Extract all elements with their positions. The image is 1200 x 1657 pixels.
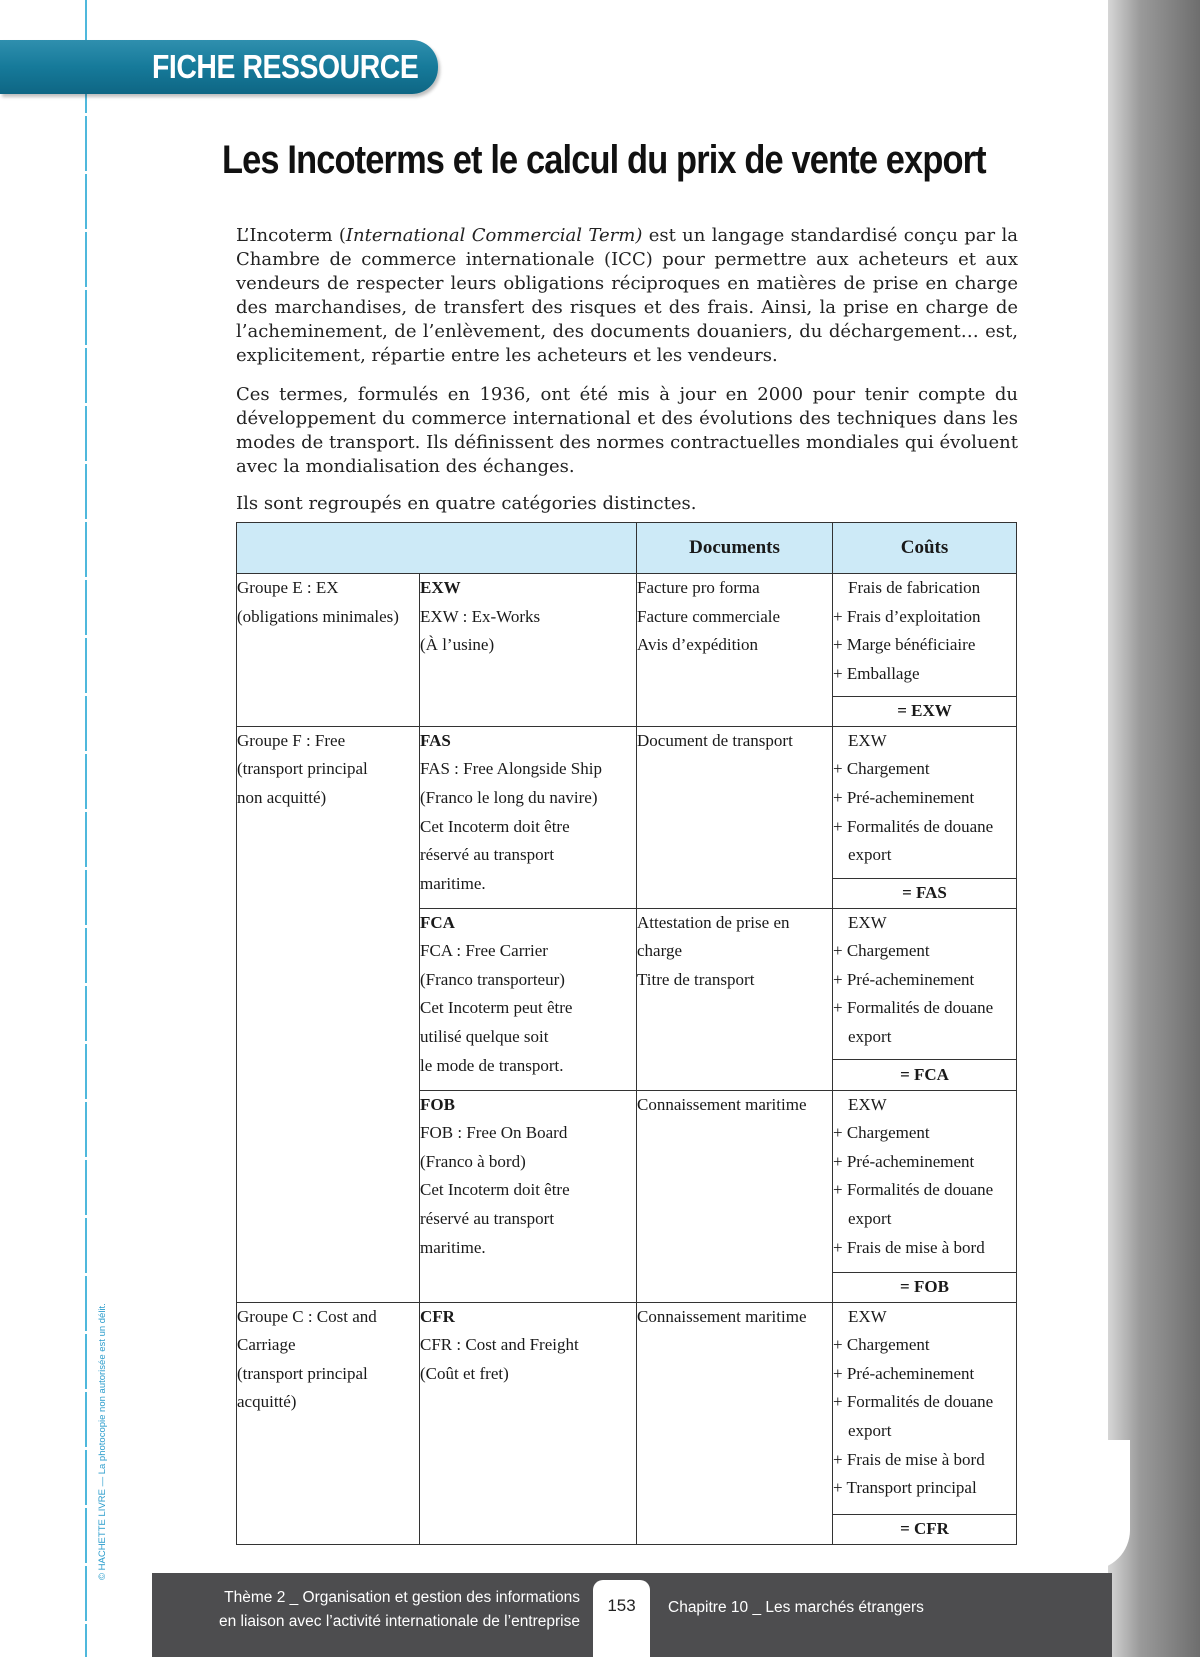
- fas-desc-line: FAS : Free Alongside Ship: [420, 759, 602, 779]
- fca-desc-line: FCA : Free Carrier: [420, 941, 548, 961]
- fca-doc: Titre de transport: [637, 969, 755, 989]
- exw-doc: Facture pro forma: [637, 577, 760, 597]
- left-margin-rule-breaks: [85, 0, 87, 1657]
- fas-cost-item: + Chargement: [833, 759, 930, 779]
- footer-chapter: Chapitre 10 _ Les marchés étrangers: [668, 1599, 924, 1616]
- page-edge-shadow: [1108, 0, 1200, 1657]
- header-empty: [237, 523, 637, 574]
- cfr-cost-item-cont: export: [848, 1421, 892, 1441]
- page-title: Les Incoterms et le calcul du prix de vente export: [222, 138, 986, 182]
- cfr-cost-item: + Chargement: [833, 1335, 930, 1355]
- group-e-cell: [237, 573, 420, 726]
- fas-doc: Document de transport: [637, 730, 793, 750]
- cfr-cost-item: + Pré-acheminement: [833, 1363, 975, 1383]
- exw-cost-item: + Emballage: [833, 663, 920, 683]
- fob-costs-cell: [833, 1090, 1017, 1272]
- cfr-cost-item: + Formalités de douane: [833, 1392, 994, 1412]
- exw-docs-cell: [637, 573, 833, 726]
- footer-theme: [160, 1586, 580, 1634]
- fca-doc: Attestation de prise en: [637, 912, 790, 932]
- fas-cost-item-cont: export: [848, 845, 892, 865]
- group-e-desc: (obligations minimales): [237, 606, 399, 626]
- footer-theme-line: Thème 2 _ Organisation et gestion des informations: [224, 1589, 580, 1606]
- fas-term-cell: [420, 726, 637, 908]
- cfr-desc-line: CFR : Cost and Freight: [420, 1335, 579, 1355]
- fob-docs-cell: [637, 1090, 833, 1302]
- table-row-cfr: [237, 1302, 1017, 1514]
- fob-cost-item: + Frais de mise à bord: [833, 1237, 985, 1257]
- group-c-desc: acquitté): [237, 1392, 297, 1412]
- table-row-fas: [237, 726, 1017, 878]
- exw-term-cell: [420, 573, 637, 726]
- exw-total: = EXW: [833, 696, 1017, 726]
- fas-desc-line: (Franco le long du navire): [420, 787, 598, 807]
- group-f-desc: non acquitté): [237, 787, 327, 807]
- fob-cost-base: EXW: [848, 1094, 887, 1114]
- cfr-total: = CFR: [833, 1514, 1017, 1544]
- fca-desc-line: Cet Incoterm peut être: [420, 998, 573, 1018]
- cfr-code: CFR: [420, 1306, 455, 1326]
- fob-desc-line: réservé au transport: [420, 1208, 555, 1228]
- intro-text-rest: est un langage standardisé conçu par la Chambre de commerce internationale (ICC) pour permettre aux acheteurs et aux vendeurs de respecter leurs obligations réciproques en matières de prise en charge des marchandises, de transfert des risques et des frais. Ainsi, la prise en charge de l’acheminement, de l’enlèvement, des documents douaniers, du déchargement… est, explicitement, répartie entre les acheteurs et les vendeurs.: [236, 225, 1018, 366]
- fob-total: = FOB: [833, 1272, 1017, 1302]
- banner-label: FICHE RESSOURCE: [152, 48, 419, 85]
- incoterms-table: [236, 522, 1017, 1545]
- fca-costs-cell: [833, 908, 1017, 1060]
- cfr-term-cell: [420, 1302, 637, 1544]
- group-f-desc: (transport principal: [237, 759, 368, 779]
- table-row-exw: [237, 573, 1017, 696]
- copyright-notice: © HACHETTE LIVRE — La photocopie non autorisée est un délit.: [97, 1303, 108, 1580]
- fas-cost-base: EXW: [848, 730, 887, 750]
- fca-cost-item: + Chargement: [833, 941, 930, 961]
- intro-text-start: L’Incoterm (: [236, 225, 346, 246]
- cfr-desc-line: (Coût et fret): [420, 1363, 509, 1383]
- fca-code: FCA: [420, 912, 455, 932]
- group-e-name: Groupe E : EX: [237, 577, 339, 597]
- intro-paragraph: [236, 224, 1018, 368]
- fas-costs-cell: [833, 726, 1017, 878]
- footer-theme-line: en liaison avec l’activité internationale de l’entreprise: [218, 1613, 580, 1630]
- fob-desc-line: Cet Incoterm doit être: [420, 1180, 570, 1200]
- cfr-costs-cell: [833, 1302, 1017, 1514]
- fob-cost-item-cont: export: [848, 1208, 892, 1228]
- fca-total: = FCA: [833, 1060, 1017, 1090]
- exw-desc-line: (À l’usine): [420, 635, 495, 655]
- exw-doc: Facture commerciale: [637, 606, 781, 626]
- group-c-name: Groupe C : Cost and: [237, 1306, 377, 1326]
- exw-desc-line: EXW : Ex-Works: [420, 606, 541, 626]
- fca-cost-item: + Pré-acheminement: [833, 969, 975, 989]
- fas-total: = FAS: [833, 878, 1017, 908]
- group-f-name: Groupe F : Free: [237, 730, 346, 750]
- fas-desc-line: Cet Incoterm doit être: [420, 816, 570, 836]
- exw-cost-item: + Marge bénéficiaire: [833, 635, 976, 655]
- fob-cost-item: + Chargement: [833, 1123, 930, 1143]
- header-documents: Documents: [637, 523, 833, 574]
- fob-cost-item: + Pré-acheminement: [833, 1151, 975, 1171]
- exw-cost-base: Frais de fabrication: [848, 577, 981, 597]
- group-f-cell: [237, 726, 420, 1302]
- group-c-name-cont: Carriage: [237, 1335, 296, 1355]
- group-c-desc: (transport principal: [237, 1363, 368, 1383]
- table-header-row: [237, 523, 1017, 574]
- fob-desc-line: FOB : Free On Board: [420, 1123, 568, 1143]
- fob-desc-line: (Franco à bord): [420, 1151, 526, 1171]
- fas-desc-line: réservé au transport: [420, 845, 555, 865]
- fob-cost-item: + Formalités de douane: [833, 1180, 994, 1200]
- exw-costs-cell: [833, 573, 1017, 696]
- cfr-docs-cell: [637, 1302, 833, 1544]
- fca-docs-cell: [637, 908, 833, 1090]
- exw-code: EXW: [420, 577, 461, 597]
- fca-doc: charge: [637, 941, 682, 961]
- fca-term-cell: [420, 908, 637, 1090]
- fob-desc-line: maritime.: [420, 1237, 486, 1257]
- cfr-cost-item: + Frais de mise à bord: [833, 1449, 985, 1469]
- fca-cost-item: + Formalités de douane: [833, 998, 994, 1018]
- history-paragraph: Ces termes, formulés en 1936, ont été mis à jour en 2000 pour tenir compte du développement du commerce international et des évolutions des techniques dans les modes de transport. Ils définissent des normes contractuelles mondiales qui évoluent avec la mondialisation des échanges.: [236, 384, 1018, 477]
- categories-paragraph: Ils sont regroupés en quatre catégories distinctes.: [236, 493, 697, 514]
- intro-term: International Commercial Term): [345, 225, 643, 246]
- fca-desc-line: le mode de transport.: [420, 1055, 564, 1075]
- fas-desc-line: maritime.: [420, 873, 486, 893]
- fca-cost-base: EXW: [848, 912, 887, 932]
- fca-desc-line: utilisé quelque soit: [420, 1027, 549, 1047]
- fob-term-cell: [420, 1090, 637, 1302]
- page-number: 153: [593, 1580, 650, 1657]
- fas-cost-item: + Formalités de douane: [833, 816, 994, 836]
- exw-cost-item: + Frais d’exploitation: [833, 606, 981, 626]
- exw-doc: Avis d’expédition: [637, 635, 759, 655]
- fob-doc: Connaissement maritime: [637, 1094, 807, 1114]
- cfr-cost-item: + Transport principal: [833, 1478, 977, 1498]
- fas-code: FAS: [420, 730, 451, 750]
- fas-docs-cell: [637, 726, 833, 908]
- cfr-doc: Connaissement maritime: [637, 1306, 807, 1326]
- fca-desc-line: (Franco transporteur): [420, 969, 565, 989]
- group-c-cell: [237, 1302, 420, 1544]
- page-corner: [1070, 1440, 1130, 1570]
- fca-cost-item-cont: export: [848, 1027, 892, 1047]
- cfr-cost-base: EXW: [848, 1306, 887, 1326]
- fob-code: FOB: [420, 1094, 455, 1114]
- fas-cost-item: + Pré-acheminement: [833, 787, 975, 807]
- header-costs: Coûts: [833, 523, 1017, 574]
